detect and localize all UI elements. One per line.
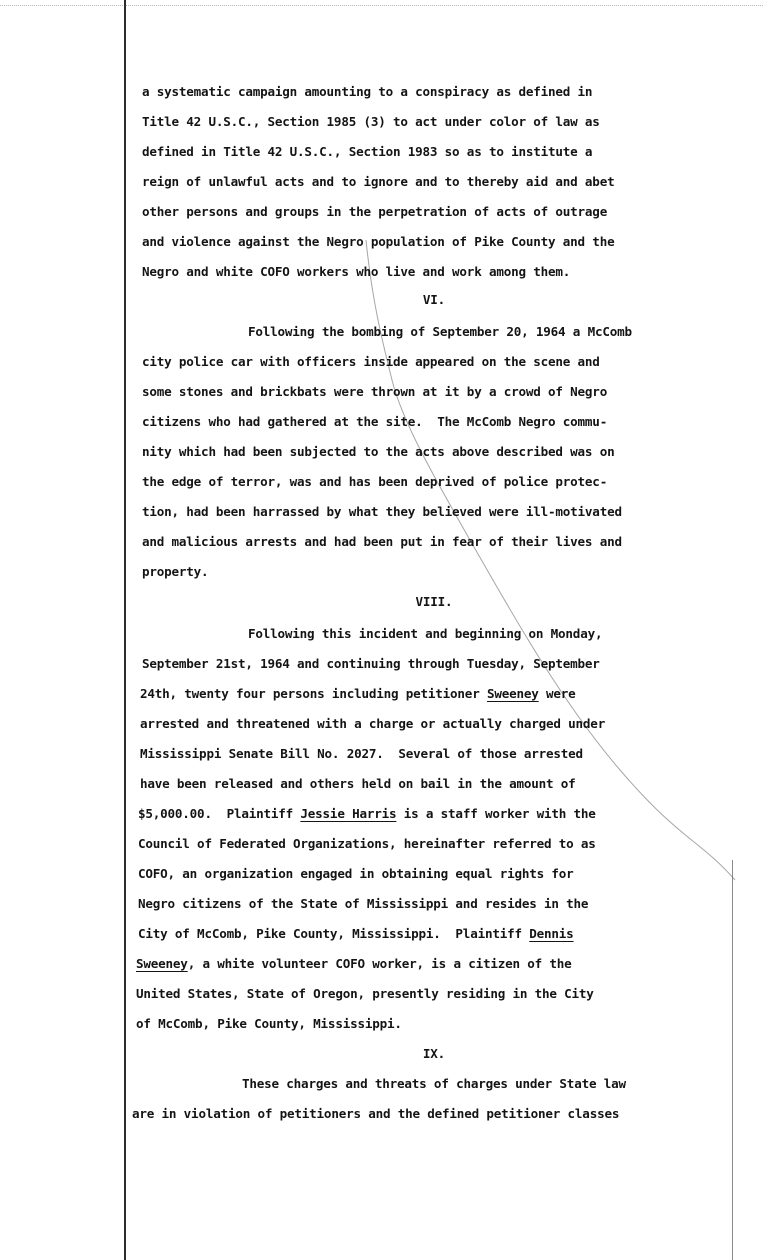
text-line: some stones and brickbats were thrown at it by a crowd of Negro (142, 384, 608, 399)
text-line: Negro citizens of the State of Mississippi and resides in the (138, 896, 589, 911)
text-line: the edge of terror, was and has been deprived of police protec- (142, 474, 608, 489)
underlined-name: Sweeney (486, 686, 539, 701)
text-line: of McComb, Pike County, Mississippi. (136, 1016, 402, 1031)
text-line: Title 42 U.S.C., Section 1985 (3) to act under color of law as (142, 114, 600, 129)
text-line (140, 686, 576, 702)
text-line: COFO, an organization engaged in obtaining equal rights for (138, 866, 574, 881)
text-line (138, 806, 596, 822)
text-line: are in violation of petitioners and the defined petitioner classes (132, 1106, 620, 1121)
text-line: United States, State of Oregon, presently residing in the City (136, 986, 594, 1001)
text-line: These charges and threats of charges under State law (242, 1076, 626, 1091)
text-line: Following the bombing of September 20, 1964 a McComb (248, 324, 632, 339)
text-line: a systematic campaign amounting to a conspiracy as defined in (142, 84, 593, 99)
text-line: property. (142, 564, 209, 579)
text-span: $5,000.00. Plaintiff (138, 806, 301, 821)
underlined-name: Dennis (529, 926, 574, 941)
text-span: , a white volunteer COFO worker, is a citizen of the (187, 956, 572, 971)
underlined-name: Sweeney (136, 956, 188, 971)
text-line: have been released and others held on bail in the amount of (140, 776, 576, 791)
text-span: City of McComb, Pike County, Mississippi. Plaintiff (138, 926, 530, 941)
section-heading-vi: VI. (422, 292, 446, 307)
text-span: were (538, 686, 576, 701)
text-span: 24th, twenty four persons including petitioner (140, 686, 487, 701)
text-line: other persons and groups in the perpetration of acts of outrage (142, 204, 608, 219)
text-line: nity which had been subjected to the acts above described was on (142, 444, 615, 459)
text-line: citizens who had gathered at the site. The McComb Negro commu- (142, 414, 608, 429)
top-edge-line (0, 5, 763, 6)
left-margin-rule (124, 0, 126, 1260)
right-margin-rule (732, 860, 733, 1260)
text-line: Negro and white COFO workers who live and work among them. (142, 264, 571, 279)
text-line: and malicious arrests and had been put in fear of their lives and (142, 534, 622, 549)
underlined-name: Jessie Harris (300, 806, 397, 821)
text-line: and violence against the Negro population of Pike County and the (142, 234, 615, 249)
text-line: Mississippi Senate Bill No. 2027. Several of those arrested (140, 746, 583, 761)
text-line: Following this incident and beginning on Monday, (248, 626, 603, 641)
text-line (136, 956, 572, 972)
section-heading-ix: IX. (422, 1046, 446, 1061)
text-span: is a staff worker with the (396, 806, 596, 821)
text-line: defined in Title 42 U.S.C., Section 1983 so as to institute a (142, 144, 593, 159)
text-line (138, 926, 574, 942)
text-line: reign of unlawful acts and to ignore and to thereby aid and abet (142, 174, 615, 189)
text-line: arrested and threatened with a charge or actually charged under (140, 716, 606, 731)
text-line: tion, had been harrassed by what they believed were ill-motivated (142, 504, 622, 519)
text-line: city police car with officers inside appeared on the scene and (142, 354, 600, 369)
section-heading-viii: VIII. (415, 594, 453, 609)
text-line: Council of Federated Organizations, hereinafter referred to as (138, 836, 596, 851)
text-line: September 21st, 1964 and continuing through Tuesday, September (142, 656, 600, 671)
